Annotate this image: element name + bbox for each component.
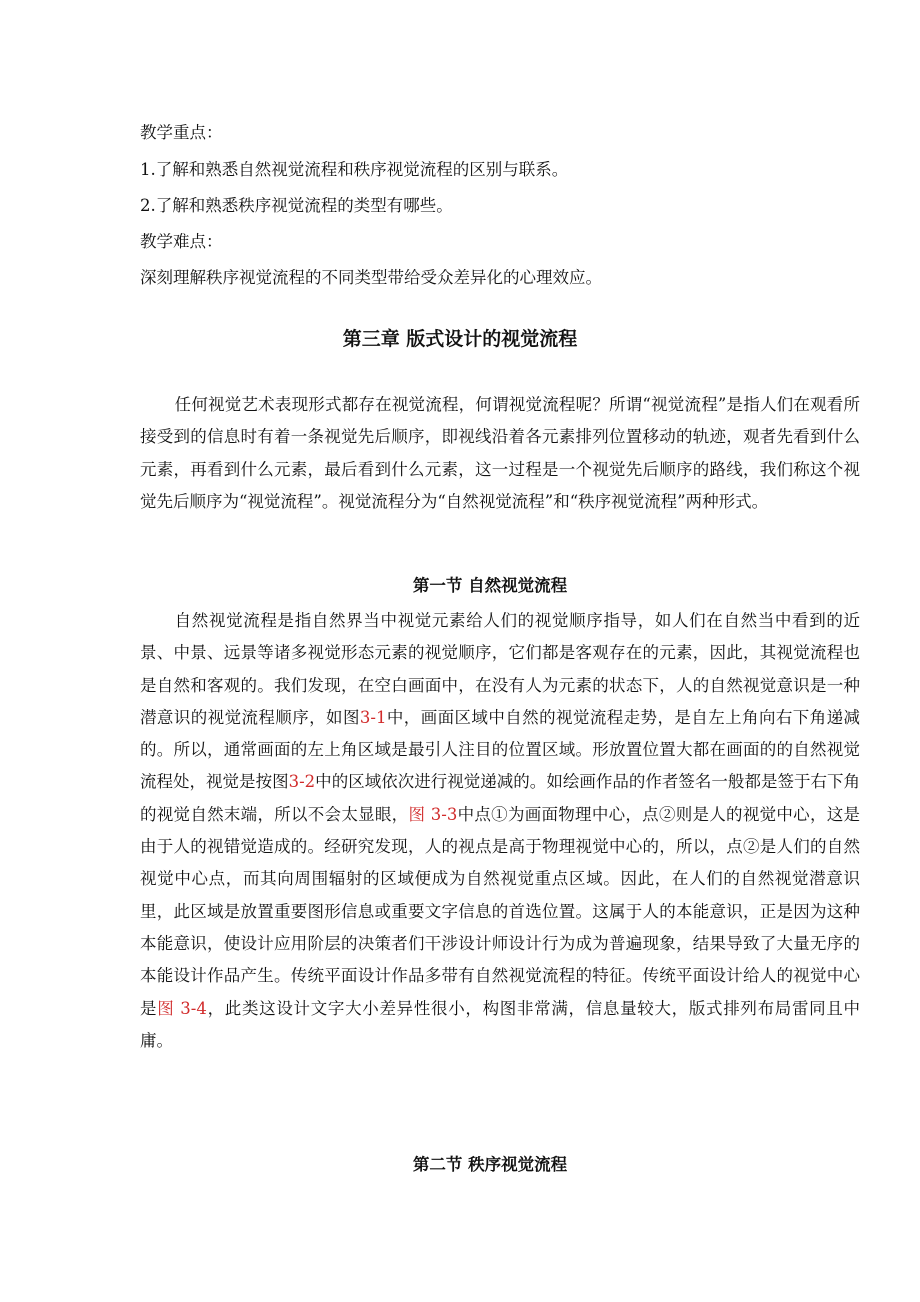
figure-ref-3-4[interactable]: 图 3-4 — [157, 998, 207, 1018]
section-1-text-b: 中，画面区域中自然的视觉流程走势，是自左上角向右下角递减的。所以，通常画面的左上角区域是最引人注目的位置区域。形放置位置大都在画面的的自然视觉流程处，视觉是按图 — [140, 707, 861, 792]
figure-ref-3-2[interactable]: 3-2 — [288, 772, 316, 792]
figure-ref-3-3[interactable]: 图 3-3 — [408, 804, 458, 824]
key-point-2: 2.了解和熟悉秩序视觉流程的类型有哪些。 — [140, 196, 453, 215]
section-1-text-c: 中的区域依次进行视觉递减的。如绘画作品的作者签名一般都是签于右下角的视觉自然末端，所以不会太显眼， — [140, 772, 861, 824]
section-1-text-a: 自然视觉流程是指自然界当中视觉元素给人们的视觉顺序指导，如人们在自然当中看到的近景、中景、远景等诸多视觉形态元素的视觉顺序，它们都是客观存在的元素，因此，其视觉流程也是自然和客观的。我们发现，在空白画面中，在没有人为元素的状态下，人的自然视觉意识是一种潜意识的视觉流程顺序，如图 — [140, 611, 860, 727]
key-point-1: 1.了解和熟悉自然视觉流程和秩序视觉流程的区别与联系。 — [140, 160, 569, 179]
figure-ref-3-1[interactable]: 3-1 — [359, 707, 387, 727]
key-points-heading: 教学重点： — [140, 123, 223, 142]
section-1-paragraph — [140, 605, 860, 1057]
section-1-text-e: ，此类这设计文字大小差异性很小，构图非常满，信息量较大，版式排列布局雷同且中庸。 — [140, 998, 861, 1050]
difficult-heading: 教学难点： — [140, 232, 223, 251]
section-2-title: 第二节 秩序视觉流程 — [412, 1155, 568, 1174]
chapter-title: 第三章 版式设计的视觉流程 — [342, 328, 578, 350]
section-1-text-d: 中点①为画面物理中心，点②则是人的视觉中心，这是由于人的视错觉造成的。经研究发现，人的视点是高于物理视觉中心的，所以，点②是人们的自然视觉中心点，而其向周围辐射的区域便成为自然视觉重点区域。因此，在人们的自然视觉潜意识里，此区域是放置重要图形信息或重要文字信息的首选位置。这属于人的本能意识，正是因为这种本能意识，使设计应用阶层的决策者们干涉设计师设计行为成为普遍现象，结果导致了大量无序的本能设计作品产生。传统平面设计作品多带有自然视觉流程的特征。传统平面设计给人的视觉中心是 — [140, 804, 860, 1018]
section-1-title: 第一节 自然视觉流程 — [412, 576, 568, 595]
difficult-point: 深刻理解秩序视觉流程的不同类型带给受众差异化的心理效应。 — [140, 268, 602, 287]
chapter-intro-paragraph: 任何视觉艺术表现形式都存在视觉流程，何谓视觉流程呢？所谓“视觉流程”是指人们在观看所接受到的信息时有着一条视觉先后顺序，即视线沿着各元素排列位置移动的轨迹，观者先看到什么元素，再看到什么元素，最后看到什么元素，这一过程是一个视觉先后顺序的路线，我们称这个视觉先后顺序为“视觉流程”。视觉流程分为“自然视觉流程”和“秩序视觉流程”两种形式。 — [140, 395, 860, 511]
